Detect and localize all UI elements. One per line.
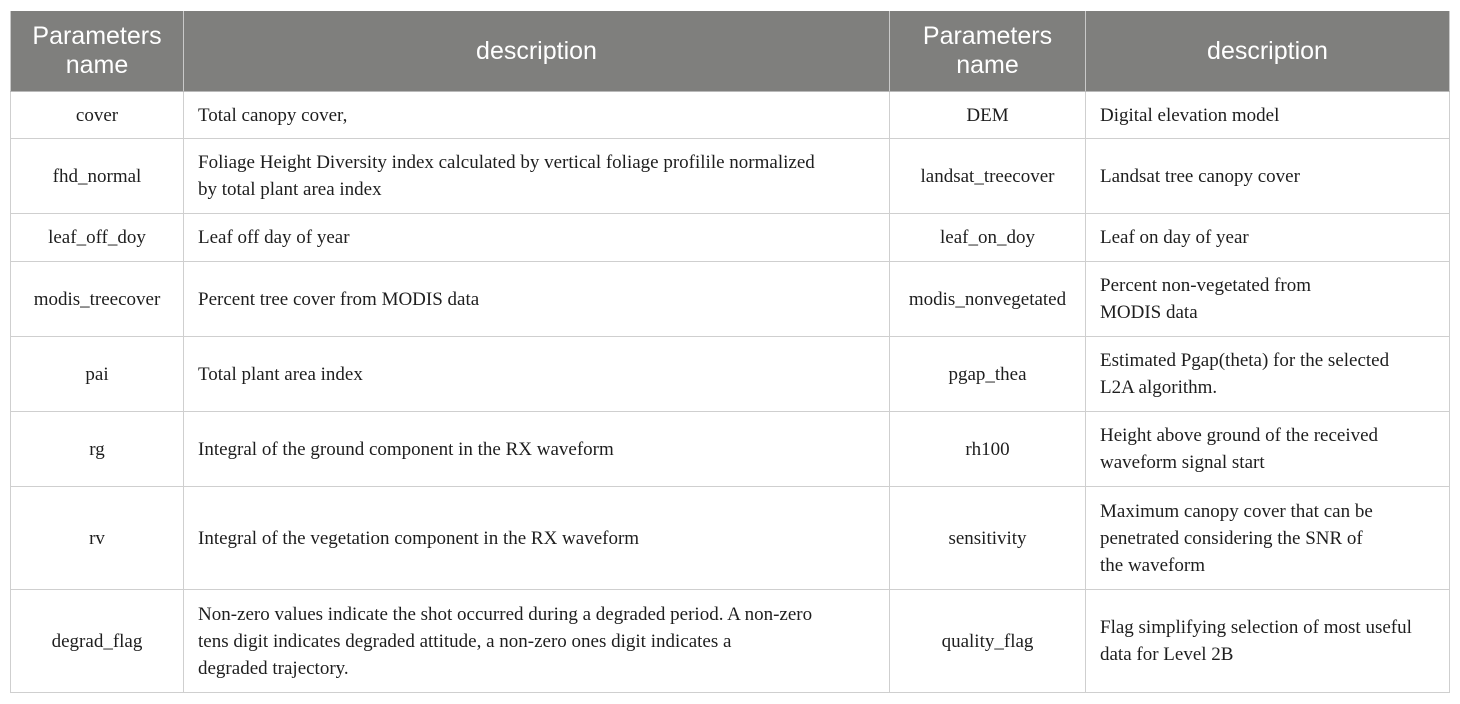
description-line: penetrated considering the SNR of <box>1100 527 1363 549</box>
parameter-name-right: pgap_thea <box>890 337 1086 412</box>
description-line: Integral of the ground component in the RX waveform <box>198 438 614 460</box>
description-line: Flag simplifying selection of most useful <box>1100 617 1412 638</box>
description-line: Percent tree cover from MODIS data <box>198 288 480 310</box>
table-row <box>11 262 1450 337</box>
description-line: the waveform <box>1100 554 1205 576</box>
parameter-description-right <box>1086 139 1450 214</box>
parameter-description-right <box>1086 337 1450 412</box>
description-line: Foliage Height Diversity index calculated by vertical foliage profilile normalized <box>198 152 815 173</box>
description-line: tens digit indicates degraded attitude, a non-zero ones digit indicates a <box>198 630 732 652</box>
parameter-description-right <box>1086 214 1450 262</box>
header-description-left <box>184 11 890 92</box>
header-description-right <box>1086 11 1450 92</box>
parameter-name-right: landsat_treecover <box>890 139 1086 214</box>
parameter-name-left: rg <box>11 412 184 487</box>
parameter-description-left <box>184 412 890 487</box>
description-line: MODIS data <box>1100 302 1198 323</box>
header-line: name <box>956 51 1019 79</box>
parameter-name-left: degrad_flag <box>11 590 184 693</box>
parameter-description-left <box>184 214 890 262</box>
description-line: Maximum canopy cover that can be <box>1100 500 1373 522</box>
header-line: Parameters <box>922 22 1053 50</box>
parameter-name-left: rv <box>11 487 184 590</box>
parameter-name-right: rh100 <box>890 412 1086 487</box>
parameter-name-left: fhd_normal <box>11 139 184 214</box>
description-line: Landsat tree canopy cover <box>1100 165 1300 187</box>
description-line: Height above ground of the received <box>1100 425 1379 446</box>
parameter-description-left <box>184 92 890 139</box>
table-row <box>11 412 1450 487</box>
parameter-description-left <box>184 262 890 337</box>
parameter-description-right <box>1086 590 1450 693</box>
table-row <box>11 139 1450 214</box>
description-line: Leaf on day of year <box>1100 227 1249 248</box>
description-line: waveform signal start <box>1100 452 1265 473</box>
parameters-table-container <box>10 11 1449 693</box>
parameter-description-right <box>1086 412 1450 487</box>
parameter-description-left <box>184 590 890 693</box>
parameter-name-left: cover <box>11 92 184 139</box>
description-line: Total canopy cover, <box>198 104 348 126</box>
header-parameters-name-left <box>11 11 184 92</box>
parameter-name-left: pai <box>11 337 184 412</box>
parameter-description-right <box>1086 487 1450 590</box>
table-row <box>11 487 1450 590</box>
description-line: Percent non-vegetated from <box>1100 275 1312 296</box>
parameter-name-left: modis_treecover <box>11 262 184 337</box>
description-line: Leaf off day of year <box>198 227 350 248</box>
parameter-name-right: DEM <box>890 92 1086 139</box>
parameter-description-left <box>184 337 890 412</box>
table-row <box>11 92 1450 139</box>
header-line: description <box>1207 36 1328 65</box>
parameter-description-right <box>1086 262 1450 337</box>
table-header <box>11 11 1450 92</box>
table-row <box>11 590 1450 693</box>
header-parameters-name-right <box>890 11 1086 92</box>
table-body <box>11 92 1450 693</box>
description-line: data for Level 2B <box>1100 644 1234 665</box>
description-line: by total plant area index <box>198 179 382 200</box>
header-line: description <box>476 36 597 65</box>
description-line: degraded trajectory. <box>198 657 349 679</box>
description-line: Estimated Pgap(theta) for the selected <box>1100 350 1390 371</box>
header-line: Parameters <box>32 22 162 50</box>
parameter-description-right <box>1086 92 1450 139</box>
header-row <box>11 11 1450 92</box>
parameter-name-right: sensitivity <box>890 487 1086 590</box>
parameter-name-right: leaf_on_doy <box>890 214 1086 262</box>
description-line: Integral of the vegetation component in the RX waveform <box>198 527 640 549</box>
description-line: L2A algorithm. <box>1100 377 1218 398</box>
header-line: name <box>65 51 129 79</box>
parameter-name-left: leaf_off_doy <box>11 214 184 262</box>
parameter-description-left <box>184 139 890 214</box>
table-row <box>11 214 1450 262</box>
parameter-name-right: modis_nonvegetated <box>890 262 1086 337</box>
parameter-name-right: quality_flag <box>890 590 1086 693</box>
description-line: Non-zero values indicate the shot occurred during a degraded period. A non-zero <box>198 603 813 625</box>
parameters-table <box>10 11 1450 693</box>
description-line: Total plant area index <box>198 363 363 385</box>
description-line: Digital elevation model <box>1100 104 1280 126</box>
parameter-description-left <box>184 487 890 590</box>
table-row <box>11 337 1450 412</box>
